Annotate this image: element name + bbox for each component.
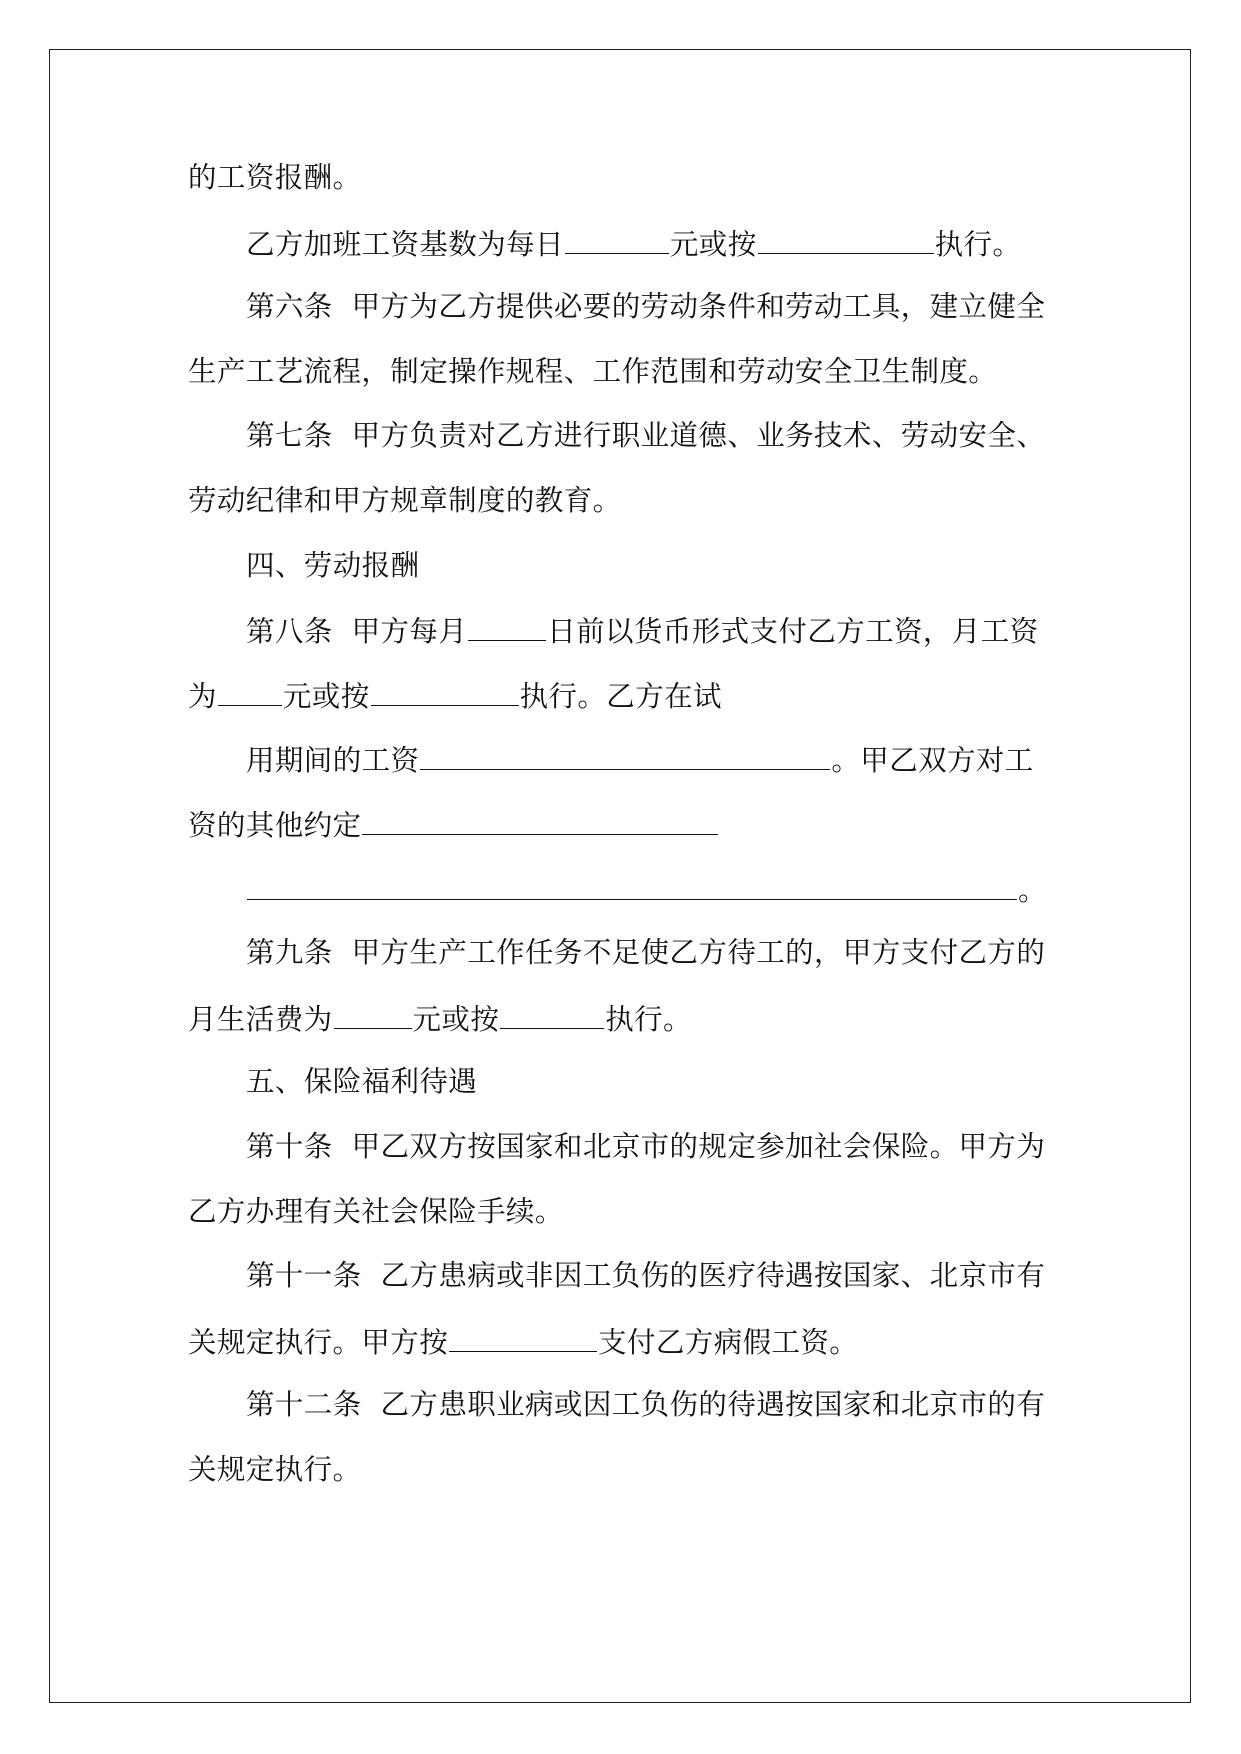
text-segment: 。甲乙双方对工	[831, 744, 1034, 778]
text-line	[188, 287, 1058, 352]
fill-blank[interactable]	[334, 998, 412, 1029]
text-segment: 四、劳动报酬	[246, 548, 420, 582]
text-line	[188, 675, 1058, 740]
text-segment: 第十一条 乙方患病或非因工负伤的医疗待遇按国家、北京市有	[246, 1259, 1046, 1293]
contract-body	[188, 158, 1058, 1514]
text-line	[188, 1256, 1058, 1321]
text-segment: 关规定执行。	[188, 1452, 362, 1486]
text-segment: 资的其他约定	[188, 808, 362, 842]
text-line	[188, 481, 1058, 546]
text-line	[188, 869, 1058, 934]
text-segment: 的工资报酬。	[188, 161, 362, 194]
text-segment: 乙方办理有关社会保险手续。	[188, 1194, 564, 1228]
text-line	[188, 352, 1058, 417]
fill-blank[interactable]	[758, 223, 934, 254]
text-segment: 第八条 甲方每月	[246, 615, 468, 649]
section-heading	[188, 546, 1058, 611]
text-segment: 生产工艺流程，制定操作规程、工作范围和劳动安全卫生制度。	[188, 354, 998, 388]
text-segment: 第十二条 乙方患职业病或因工负伤的待遇按国家和北京市的有	[246, 1388, 1046, 1422]
fill-blank[interactable]	[565, 223, 669, 254]
text-line	[188, 610, 1058, 675]
text-segment: 元或按	[282, 679, 370, 713]
text-segment: 执行。	[934, 227, 1022, 261]
text-line	[188, 1450, 1058, 1515]
text-segment: 为	[188, 679, 217, 713]
fill-blank[interactable]	[247, 869, 1017, 900]
text-line	[188, 1321, 1058, 1386]
text-line	[188, 158, 1058, 223]
text-line	[188, 1127, 1058, 1192]
text-line	[188, 1192, 1058, 1257]
text-segment: 第十条 甲乙双方按国家和北京市的规定参加社会保险。甲方为	[246, 1129, 1046, 1163]
text-segment: 月生活费为	[188, 1002, 333, 1036]
fill-blank[interactable]	[420, 739, 830, 770]
text-line	[188, 804, 1058, 869]
text-segment: 用期间的工资	[246, 744, 420, 778]
text-segment: 元或按	[669, 227, 757, 261]
text-segment: 第七条 甲方负责对乙方进行职业道德、业务技术、劳动安全、	[246, 419, 1046, 453]
text-line	[188, 1385, 1058, 1450]
text-segment: 执行。乙方在试	[519, 679, 722, 713]
fill-blank[interactable]	[362, 804, 718, 835]
text-line	[188, 933, 1058, 998]
text-segment: 支付乙方病假工资。	[598, 1325, 859, 1359]
fill-blank[interactable]	[500, 998, 604, 1029]
text-segment: 关规定执行。甲方按	[188, 1325, 449, 1359]
text-segment: 第九条 甲方生产工作任务不足使乙方待工的，甲方支付乙方的	[246, 936, 1046, 970]
text-segment: 乙方加班工资基数为每日	[246, 227, 564, 261]
text-segment: 元或按	[412, 1002, 500, 1036]
text-segment: 。	[1018, 873, 1047, 907]
text-line	[188, 998, 1058, 1063]
text-segment: 第六条 甲方为乙方提供必要的劳动条件和劳动工具，建立健全	[246, 290, 1046, 324]
text-segment: 劳动纪律和甲方规章制度的教育。	[188, 483, 622, 517]
text-segment: 执行。	[605, 1002, 692, 1036]
fill-blank[interactable]	[371, 675, 519, 706]
text-line	[188, 739, 1058, 804]
text-line	[188, 223, 1058, 288]
text-line	[188, 416, 1058, 481]
fill-blank[interactable]	[468, 610, 546, 641]
text-segment: 日前以货币形式支付乙方工资，月工资	[547, 615, 1039, 649]
fill-blank[interactable]	[449, 1321, 597, 1352]
section-heading	[188, 1062, 1058, 1127]
text-segment: 五、保险福利待遇	[246, 1065, 478, 1099]
fill-blank[interactable]	[218, 675, 282, 706]
